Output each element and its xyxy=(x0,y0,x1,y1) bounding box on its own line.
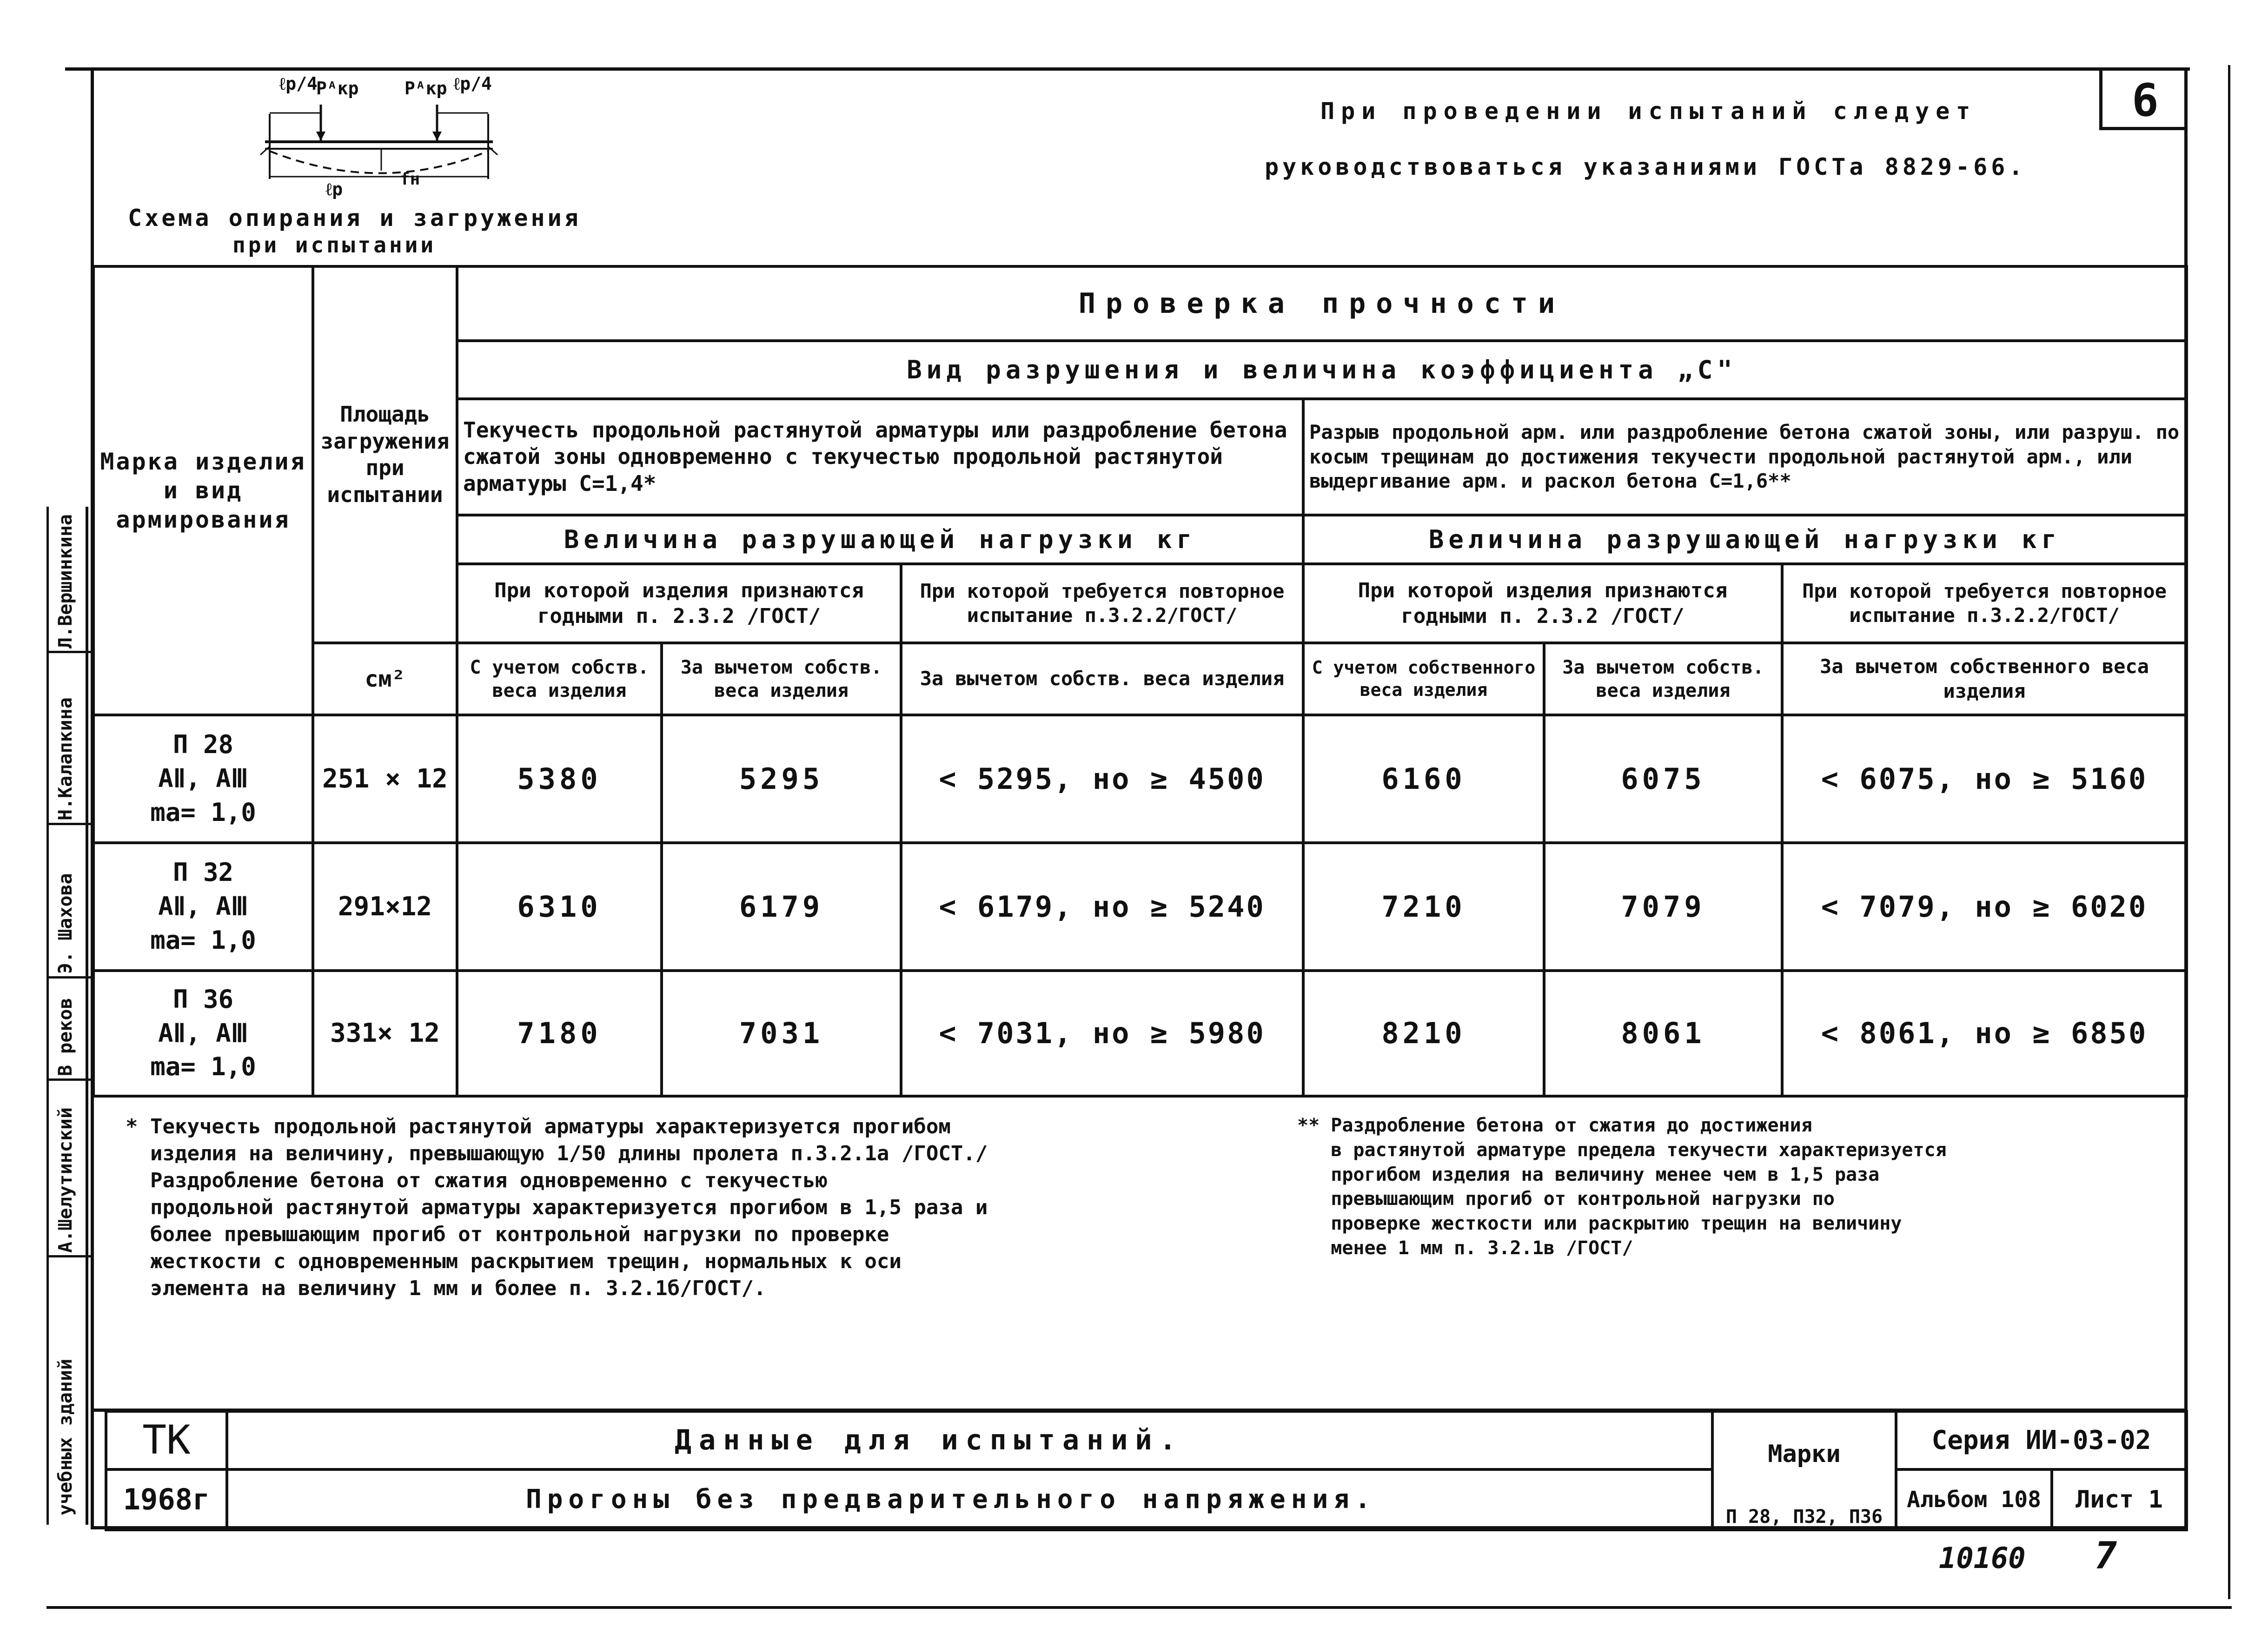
footnote-1: * Текучесть продольной растянутой арматуры характеризуется прогибом изделия на величину, превышающую 1/50 длины пролета п.3.2.1а /ГОСТ./ Раздробление бетона от сжатия одновременно с текучестью продольной растянутой арматуры характеризуется прогибом в 1,5 раза и более превышающим прогиб от контрольной нагрузки по проверке жесткости с одновременным раскрытием трещин, нормальных к оси элемента на величину 1 мм и более п. 3.2.1б/ГОСТ/. xyxy=(126,1115,988,1301)
fit-header-1: При которой изделия признаются годными п. 2.3.2 /ГОСТ/ xyxy=(457,564,901,643)
load-header-2: Величина разрушающей нагрузки кг xyxy=(1303,515,2187,564)
row-area: 251 × 12 xyxy=(313,715,457,843)
table-row xyxy=(93,971,2187,1096)
row-mark-cell xyxy=(93,971,313,1096)
sub-without-weight-2: За вычетом собств. веса изделия xyxy=(1544,643,1782,715)
header-note-line2: руководствоваться указаниями ГОСТа 8829-66. xyxy=(1265,153,2027,180)
retest-header-1: При которой требуется повторное испытание п.3.2.2/ГОСТ/ xyxy=(901,564,1303,643)
side-org-vertical: учебных зданий xyxy=(55,1358,76,1515)
top-margin-line xyxy=(65,67,2190,71)
side-name-3: Э. Шахова xyxy=(55,873,76,974)
scheme-span-label: ℓр xyxy=(325,179,343,199)
row-c2-with: 6160 xyxy=(1303,715,1544,843)
title-album: Альбом 108 xyxy=(1896,1469,2052,1530)
row-c1-retest: < 7031, но ≥ 5980 xyxy=(901,971,1303,1096)
scheme-p-right: Рᴬкр xyxy=(405,78,447,99)
strength-header: Проверка прочности xyxy=(457,266,2187,341)
side-stamp-divider xyxy=(46,976,91,979)
title-line-1: Данные для испытаний. xyxy=(227,1411,1712,1469)
title-org: ТК xyxy=(106,1411,227,1469)
title-marks-value: П 28, П32, П36 xyxy=(1712,1469,1896,1530)
row-arm: АⅡ, АⅢ xyxy=(158,1018,248,1048)
row-ma: ma= 1,0 xyxy=(150,1052,256,1082)
title-marks-label: Марки xyxy=(1712,1411,1896,1469)
row-mark: П 28 xyxy=(172,730,234,760)
row-c2-with: 7210 xyxy=(1303,843,1544,971)
footnote-2: ** Раздробление бетона от сжатия до достижения в растянутой арматуре предела текучести характеризуется прогибом изделия на величину менее чем в 1,5 раза превышающим прогиб от контрольной нагрузки по проверке жесткости или раскрытию трещин на величину менее 1 мм п. 3.2.1в /ГОСТ/ xyxy=(1297,1115,1947,1259)
sub-with-weight-2: С учетом собственного веса изделия xyxy=(1303,643,1544,715)
right-margin-line xyxy=(2228,65,2230,1599)
row-mark: П 36 xyxy=(172,984,234,1014)
side-name-4: Н.Калапкина xyxy=(55,697,76,820)
col-mark-header: Марка изделия и вид армирования xyxy=(93,266,313,715)
title-year: 1968г xyxy=(106,1469,227,1530)
scheme-p-left: Рᴬкр xyxy=(316,78,359,99)
sub-retest-2: За вычетом собственного веса изделия xyxy=(1782,643,2187,715)
page-number: 7 xyxy=(2095,1534,2117,1577)
row-area: 331× 12 xyxy=(313,971,457,1096)
sub-without-weight-1: За вычетом собств. веса изделия xyxy=(662,643,901,715)
row-c2-without: 7079 xyxy=(1544,843,1782,971)
scheme-caption-2: при испытании xyxy=(232,232,437,258)
title-line-2: Прогоны без предварительного напряжения. xyxy=(227,1469,1712,1530)
row-ma: ma= 1,0 xyxy=(150,797,256,827)
col-area-header: Площадь загружения при испытании xyxy=(313,266,457,643)
row-c2-retest: < 7079, но ≥ 6020 xyxy=(1782,843,2187,971)
header-note-line1: При проведении испытаний следует xyxy=(1320,98,1977,125)
row-c1-without: 7031 xyxy=(662,971,901,1096)
case2-desc: Разрыв продольной арм. или раздробление бетона сжатой зоны, или разруш. по косым трещинам до достижения текучести продольной растянутой арм., или выдергивание арм. и раскол бетона С=1,6** xyxy=(1303,399,2187,515)
title-series: Серия ИИ-03-02 xyxy=(1896,1411,2187,1469)
sub-retest-1: За вычетом собств. веса изделия xyxy=(901,643,1303,715)
case1-desc: Текучесть продольной растянутой арматуры или раздробление бетона сжатой зоны одновременно с текучестью продольной растянутой арматуры С=1,4* xyxy=(457,399,1303,515)
sub-with-weight-1: С учетом собств. веса изделия xyxy=(457,643,662,715)
bottom-margin-line xyxy=(46,1606,2232,1609)
row-c1-with: 7180 xyxy=(457,971,662,1096)
title-block xyxy=(105,1410,2188,1531)
row-mark-cell xyxy=(93,715,313,843)
title-sheet: Лист 1 xyxy=(2052,1469,2187,1530)
row-c1-retest: < 5295, но ≥ 4500 xyxy=(901,715,1303,843)
load-header-1: Величина разрушающей нагрузки кг xyxy=(457,515,1303,564)
side-stamp-divider xyxy=(46,651,91,653)
failure-header: Вид разрушения и величина коэффициента „С" xyxy=(457,341,2187,399)
row-c1-without: 6179 xyxy=(662,843,901,971)
row-c2-without: 6075 xyxy=(1544,715,1782,843)
scheme-l4-left: ℓр/4 xyxy=(279,73,318,94)
side-name-1: А.Шелутинский xyxy=(55,1107,76,1253)
row-arm: АⅡ, АⅢ xyxy=(158,764,248,794)
fit-header-2: При которой изделия признаются годными п. 2.3.2 /ГОСТ/ xyxy=(1303,564,1782,643)
row-mark-cell xyxy=(93,843,313,971)
area-unit: см² xyxy=(313,643,457,715)
row-c2-retest: < 8061, но ≥ 6850 xyxy=(1782,971,2187,1096)
scheme-l4-right: ℓр/4 xyxy=(453,73,492,94)
row-c1-with: 6310 xyxy=(457,843,662,971)
row-c1-retest: < 6179, но ≥ 5240 xyxy=(901,843,1303,971)
retest-header-2: При которой требуется повторное испытание п.3.2.2/ГОСТ/ xyxy=(1782,564,2187,643)
side-name-2: В реков xyxy=(55,998,76,1076)
row-c2-retest: < 6075, но ≥ 5160 xyxy=(1782,715,2187,843)
row-mark: П 32 xyxy=(172,858,234,887)
side-stamp-divider xyxy=(46,1255,91,1257)
row-c1-without: 5295 xyxy=(662,715,901,843)
row-c2-with: 8210 xyxy=(1303,971,1544,1096)
table-row xyxy=(93,715,2187,843)
scheme-deflection-label: fн xyxy=(400,170,420,189)
table-row xyxy=(93,843,2187,971)
test-data-table xyxy=(92,265,2188,1098)
sheet-number: 6 xyxy=(2132,74,2159,126)
row-area: 291×12 xyxy=(313,843,457,971)
doc-number: 10160 xyxy=(1939,1541,2026,1575)
row-ma: ma= 1,0 xyxy=(150,925,256,955)
side-stamp-divider xyxy=(46,823,91,825)
row-arm: АⅡ, АⅢ xyxy=(158,892,248,921)
scheme-caption-1: Схема опирания и загружения xyxy=(128,205,581,232)
side-stamp-divider xyxy=(46,1078,91,1081)
side-name-5: Л.Вершинкина xyxy=(55,514,76,648)
row-c2-without: 8061 xyxy=(1544,971,1782,1096)
row-c1-with: 5380 xyxy=(457,715,662,843)
